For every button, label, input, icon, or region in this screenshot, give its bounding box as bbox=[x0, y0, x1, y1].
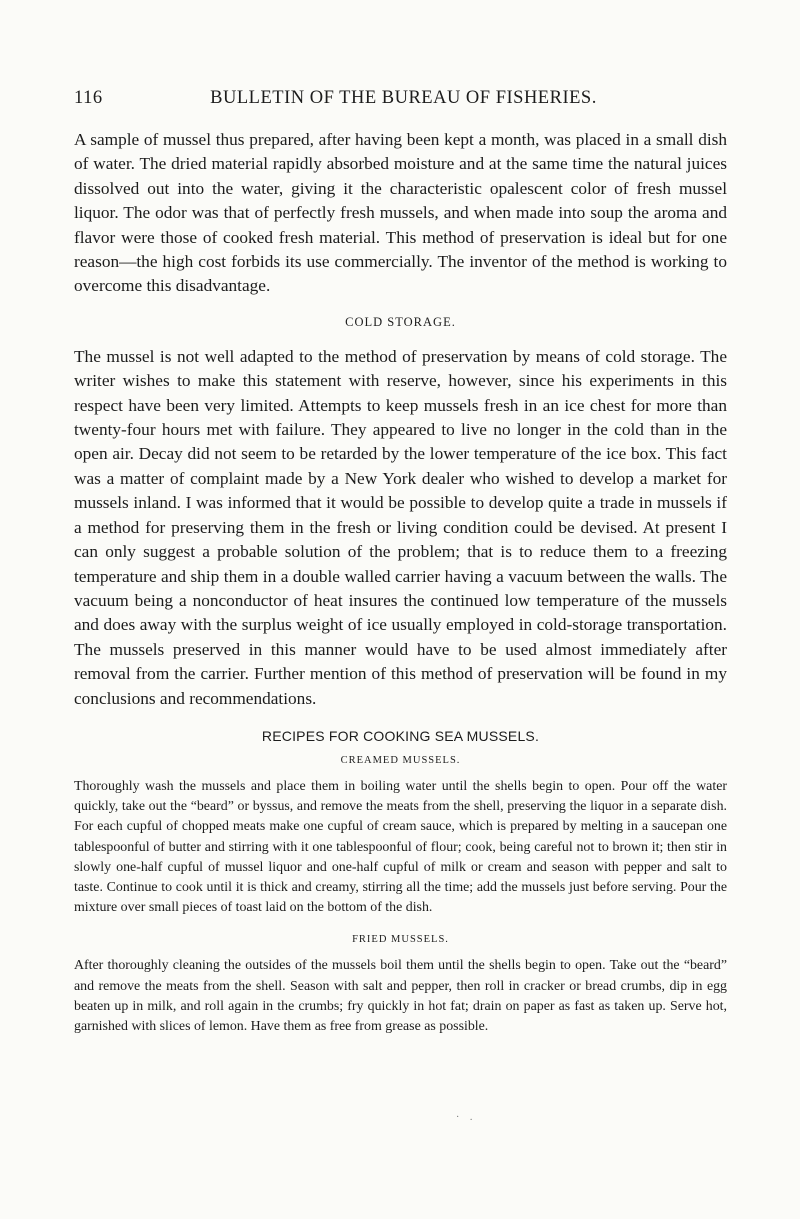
creamed-mussels-recipe: Thoroughly wash the mussels and place them in boiling water until the shells begin to open. Pour off the water quickly, take out the “beard” or byssus, and remove the meats from the shell, preserving the liquor in a separate dish. For each cupful of chopped meats make one cupful of cream sauce, which is prepared by melting in a saucepan one tablespoonful of butter and stirring with it one tablespoonful of flour; cook, being careful not to brown it; then stir in slowly one-half cupful of mussel liquor and one-half cupful of milk or cream and season with pepper and salt to taste. Continue to cook until it is thick and creamy, stirring all the time; add the mussels just before serving. Pour the mixture over small pieces of toast laid on the bottom of the dish. bbox=[74, 778, 727, 916]
cold-storage-paragraph: The mussel is not well adapted to the method of preservation by means of cold storage. The writer wishes to make this statement with reserve, however, since his experiments in this respect have been very limited. Attempts to keep mussels fresh in an ice chest for more than twenty-four hours met with failure. They appeared to live no longer in the cold than in the open air. Decay did not seem to be retarded by the lower temperature of the ice box. This fact was a matter of complaint made by a New York dealer who wished to develop a market for mussels inland. I was informed that it would be possible to develop quite a trade in mussels if a method for preserving them in the fresh or living condition could be devised. At present I can only suggest a probable solution of the problem; that is to reduce them to a freezing temperature and ship them in a double walled carrier having a vacuum between the walls. The vacuum being a nonconductor of heat insures the continued low temperature of the mussels and does away with the surplus weight of ice usually employed in cold-storage transportation. The mussels preserved in this manner would have to be used almost immediately after removal from the carrier. Further mention of this method of preservation will be found in my conclusions and recommendations. bbox=[74, 346, 727, 708]
recipes-heading: RECIPES FOR COOKING SEA MUSSELS. bbox=[261, 727, 540, 744]
running-head bbox=[74, 88, 727, 118]
fried-mussels-recipe: After thoroughly cleaning the outsides of the mussels boil them until the shells begin to open. Take out the “beard” and remove the meats from the shell. Season with salt and pepper, then roll in cracker or bread crumbs, dip in egg beaten up in milk, and roll again in the crumbs; fry quickly in hot fat; drain on paper as fast as taken up. Serve hot, garnished with slices of lemon. Have them as free from grease as possible. bbox=[74, 958, 727, 1034]
page-number: 116 bbox=[74, 88, 103, 108]
page-body bbox=[74, 88, 727, 1037]
cold-storage-heading: COLD STORAGE. bbox=[345, 314, 456, 329]
print-speck: · . bbox=[456, 1112, 477, 1123]
creamed-mussels-heading: CREAMED MUSSELS. bbox=[340, 754, 461, 766]
fried-mussels-heading: FRIED MUSSELS. bbox=[352, 934, 449, 946]
intro-paragraph: A sample of mussel thus prepared, after having been kept a month, was placed in a small dish of water. The dried material rapidly absorbed moisture and at the same time the natural juices dissolved out into the water, giving it the characteristic opalescent color of fresh mussel liquor. The odor was that of perfectly fresh mussels, and when made into soup the aroma and flavor were those of cooked fresh material. This method of preservation is ideal but for one reason—the high cost forbids its use commercially. The inventor of the method is working to overcome this disadvantage. bbox=[74, 130, 727, 296]
running-title: BULLETIN OF THE BUREAU OF FISHERIES. bbox=[210, 88, 597, 108]
